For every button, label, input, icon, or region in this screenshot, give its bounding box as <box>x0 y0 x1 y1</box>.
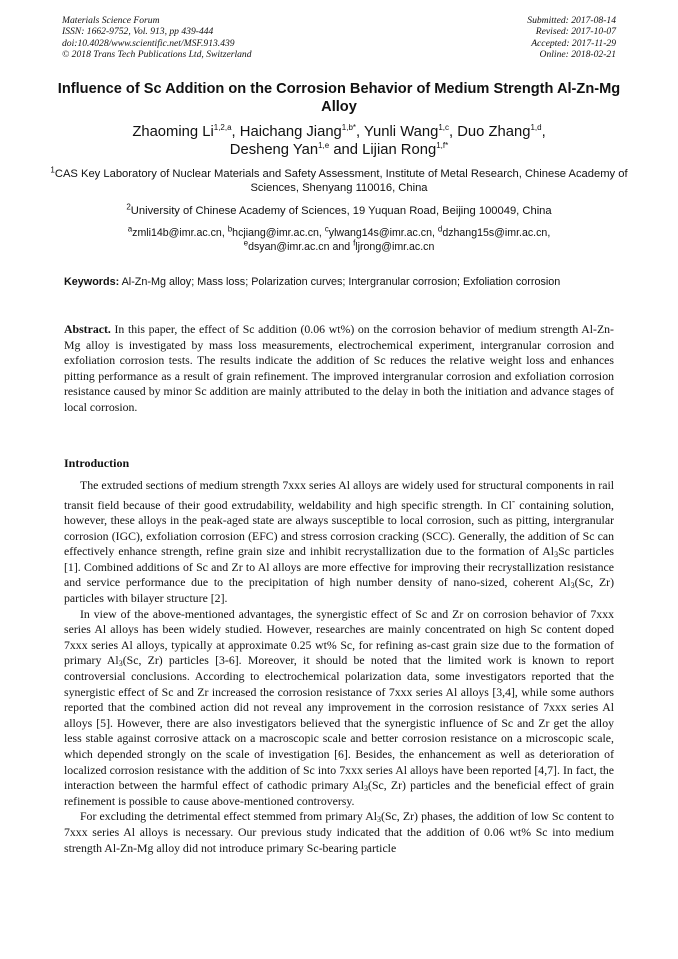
affiliation-text: CAS Key Laboratory of Nuclear Materials and Safety Assessment, Institute of Metal Research, Chinese Academy of Sciences, Shenyang 110016, China <box>54 168 628 194</box>
affiliation-2 <box>40 204 638 218</box>
affiliation-number: 2 <box>126 202 131 212</box>
email-link[interactable]: dzhang15s@imr.ac.cn <box>442 227 548 239</box>
email-link[interactable]: zmli14b@imr.ac.cn <box>132 227 222 239</box>
author-name: Zhaoming Li <box>132 124 214 140</box>
affiliation-text: University of Chinese Academy of Sciences, 19 Yuquan Road, Beijing 100049, China <box>130 205 552 217</box>
email-link[interactable]: ljrong@imr.ac.cn <box>355 241 435 253</box>
keywords-text: Al-Zn-Mg alloy; Mass loss; Polarization curves; Intergranular corrosion; Exfoliation corrosion <box>121 276 561 288</box>
affiliation-1 <box>40 167 638 195</box>
author-affiliation-mark: 1,c <box>438 123 449 133</box>
author-affiliation-mark: 1,b* <box>341 123 357 133</box>
paragraph: The extruded sections of medium strength 7xxx series Al alloys are widely used for structural components in rail transit field because of their good extrudability, weldability and high specific strength. In Cl- containing solution, however, these alloys in the peak-aged state are always susceptible to local corrosion, such as pitting, intergranular corrosion (IGC), exfoliation corrosion (EFC) and stress corrosion cracking (SCC). Generally, the addition of Sc can effectively enhance strength, refine grain size and inhibit recrystallization due to the formation of $Al_3Sc$ particles [1]. Combined additions of Sc and Zr to Al alloys are more effective for improving their recrystallization resistance and service performance due to the precipitation of high number density of nano-sized, coherent $Al_3(Sc$, Zr) particles with bilayer structure [2]. <box>64 478 615 606</box>
author-affiliation-mark: 1,e <box>318 141 330 151</box>
doi[interactable]: doi:10.4028/www.scientific.net/MSF.913.439 <box>62 37 235 49</box>
paragraph: For excluding the detrimental effect stemmed from primary $Al_3(Sc$, Zr) phases, the addition of low Sc content to 7xxx series Al alloys is necessary. Our previous study indicated that the addition of 0.06 wt% Sc into medium strength Al-Zn-Mg alloy did not introduce primary Sc-bearing particle <box>64 809 614 855</box>
author-name: Duo Zhang <box>457 124 531 140</box>
abstract-text: In this paper, the effect of Sc addition (0.06 wt%) on the corrosion behavior of medium strength Al-Zn-Mg alloy is investigated by mass loss measurements, electrochemical experiment, intergranular corrosion and exfoliation corrosion tests. The results indicate the addition of Sc reduces the relative weight loss and enhances pitting performance as a result of grain refinement. The improved intergranular corrosion and exfoliation corrosion resistance caused by minor Sc addition are mainly attributed to the delay in both the initiation and advance stages of local corrosion. <box>64 322 614 414</box>
abstract <box>64 322 614 416</box>
author-name: Haichang Jiang <box>239 124 342 140</box>
journal-name: Materials Science Forum <box>62 15 160 26</box>
affiliation-number: 1 <box>50 165 55 175</box>
publication-info <box>62 15 252 61</box>
author-affiliation-mark: 1,d <box>530 123 542 133</box>
email-link[interactable]: ylwang14s@imr.ac.cn <box>328 227 432 239</box>
author-affiliation-mark: 1,f* <box>436 141 449 151</box>
author-emails: $^a$zmli14b@imr.ac.cn, $^b$hcjiang@imr.ac.cn, $^c$ylwang14s@imr.ac.cn, $^d$dzhang15s@imr.ac.cn, $^e$dsyan@imr.ac.cn and $^f$ljrong@imr.ac.cn <box>127 224 551 253</box>
author-list: Zhaoming Li$^{1,2,a}$, Haichang Jiang$^{1,b*}$, Yunli Wang$^{1,c}$, Duo Zhang$^{1,d}$, Desheng Yan$^{1,e}$ and Lijian Rong$^{1,f*}$ <box>132 123 546 158</box>
keywords <box>64 276 614 289</box>
email-link[interactable]: dsyan@imr.ac.cn <box>248 241 330 253</box>
introduction-body <box>64 478 614 856</box>
author-name: Lijian Rong <box>362 142 437 158</box>
dates-info <box>527 15 616 61</box>
author-name: Desheng Yan <box>229 142 319 158</box>
abstract-label: Abstract. <box>64 322 111 336</box>
issn: ISSN: 1662-9752, Vol. 913, pp 439-444 <box>62 26 214 38</box>
online-date: Online: 2018-02-21 <box>539 49 616 61</box>
accepted-date: Accepted: 2017-11-29 <box>531 37 616 49</box>
author-name: Yunli Wang <box>364 124 439 140</box>
revised-date: Revised: 2017-10-07 <box>535 26 616 38</box>
author-affiliation-mark: 1,2,a <box>213 123 232 133</box>
paragraph: In view of the above-mentioned advantages, the synergistic effect of Sc and Zr on corrosion behavior of 7xxx series Al alloys has been widely studied. However, researches are mainly concentrated on high Sc content doped 7xxx series Al alloys, typically at approximate 0.25 wt% Sc, for refining as-cast grain size due to the formation of primary $Al_3(Sc$, Zr) particles [3-6]. Moreover, it should be noted that the limited work is known to report controversial conclusions. According to electrochemical polarization data, some investigators reported that the synergistic effect of Sc and Zr increased the corrosion resistance of 7xxx series Al alloys [3,4], while some authors reported that the combined action did not reveal any improvement in the corrosion resistance of 7xxx series Al alloys [5]. However, there are also investigators believed that the synergistic influence of Sc and Zr get the alloy less stable against corrosive attack on a macroscopic scale and better corrosion resistance on a microscopic scale, which depended strongly on the scale of investigation [6]. Besides, the enhancement as well as deterioration of localized corrosion resistance with the addition of Sc into 7xxx series Al alloys have been reported [4,7]. In fact, the interaction between the harmful effect of cathodic primary $Al_3(Sc$, Zr) particles and the beneficial effect of grain refinement is possible to cause above-mentioned controversy. <box>64 606 614 808</box>
keywords-label: Keywords: <box>64 276 120 288</box>
submitted-date: Submitted: 2017-08-14 <box>527 15 616 26</box>
paper-title: Influence of Sc Addition on the Corrosion Behavior of Medium Strength Al-Zn-Mg Alloy <box>57 81 621 115</box>
copyright: © 2018 Trans Tech Publications Ltd, Switzerland <box>62 49 252 61</box>
email-link[interactable]: hcjiang@imr.ac.cn <box>232 227 319 239</box>
introduction-heading: Introduction <box>64 456 130 470</box>
